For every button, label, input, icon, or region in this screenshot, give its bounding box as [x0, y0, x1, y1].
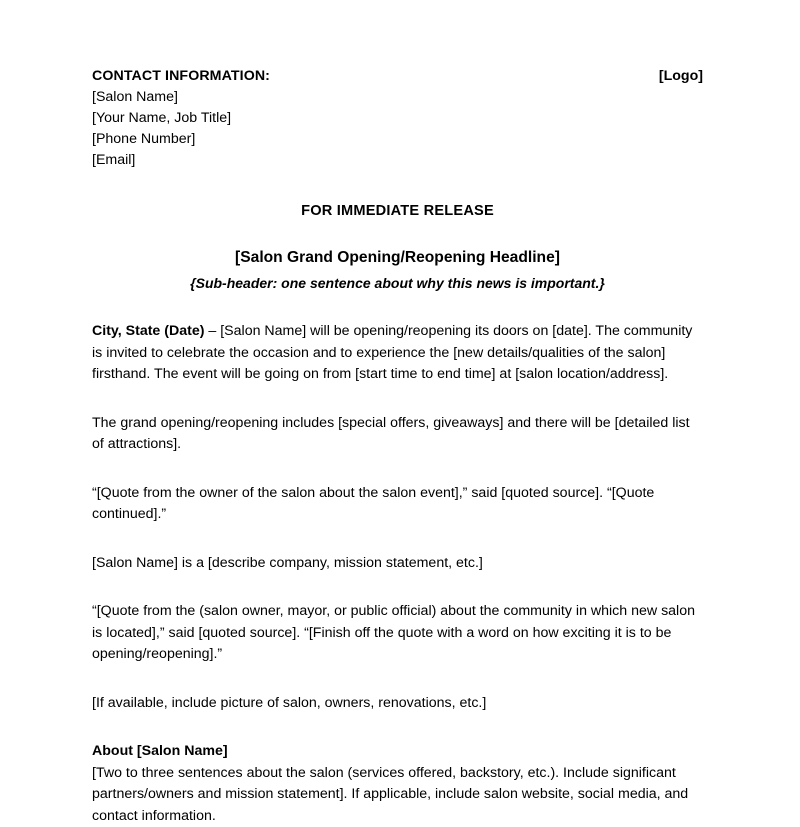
contact-salon-name: [Salon Name] — [92, 87, 270, 108]
for-immediate-release-line: FOR IMMEDIATE RELEASE — [92, 203, 703, 219]
page-title: [Salon Grand Opening/Reopening Headline] — [92, 247, 703, 269]
sub-header: {Sub-header: one sentence about why this news is important.} — [92, 273, 703, 294]
document-content — [92, 66, 703, 827]
about-section-heading: About [Salon Name] — [92, 741, 703, 763]
contact-email: [Email] — [92, 150, 270, 171]
paragraph-picture-note: [If available, include picture of salon, owners, renovations, etc.] — [92, 693, 703, 715]
document-header — [92, 66, 703, 171]
about-section-body: [Two to three sentences about the salon (services offered, backstory, etc.). Include significant partners/owners and mission statement]. If applicable, include salon website, social media, and contact information. — [92, 763, 703, 827]
dateline-body: – [Salon Name] will be opening/reopening its doors on [date]. The community is invited to celebrate the occasion and to experience the [new details/qualities of the salon] firsthand. The event will be going on from [start time to end time] at [salon location/address]. — [92, 323, 692, 382]
paragraph-dateline — [92, 321, 703, 386]
dateline-label: City, State (Date) — [92, 323, 204, 339]
paragraph-company-description: [Salon Name] is a [describe company, mission statement, etc.] — [92, 553, 703, 575]
paragraph-official-quote: “[Quote from the (salon owner, mayor, or public official) about the community in which new salon is located],” said [quoted source]. “[Finish off the quote with a word on how exciting it is to be opening/reopening].” — [92, 601, 703, 666]
contact-phone-number: [Phone Number] — [92, 129, 270, 150]
contact-information-block — [92, 66, 270, 171]
contact-information-title: CONTACT INFORMATION: — [92, 66, 270, 87]
about-section — [92, 741, 703, 827]
logo-placeholder: [Logo] — [659, 66, 703, 87]
paragraph-owner-quote: “[Quote from the owner of the salon about the salon event],” said [quoted source]. “[Quote continued].” — [92, 483, 703, 526]
contact-person-name: [Your Name, Job Title] — [92, 108, 270, 129]
paragraph-offers: The grand opening/reopening includes [special offers, giveaways] and there will be [detailed list of attractions]. — [92, 413, 703, 456]
